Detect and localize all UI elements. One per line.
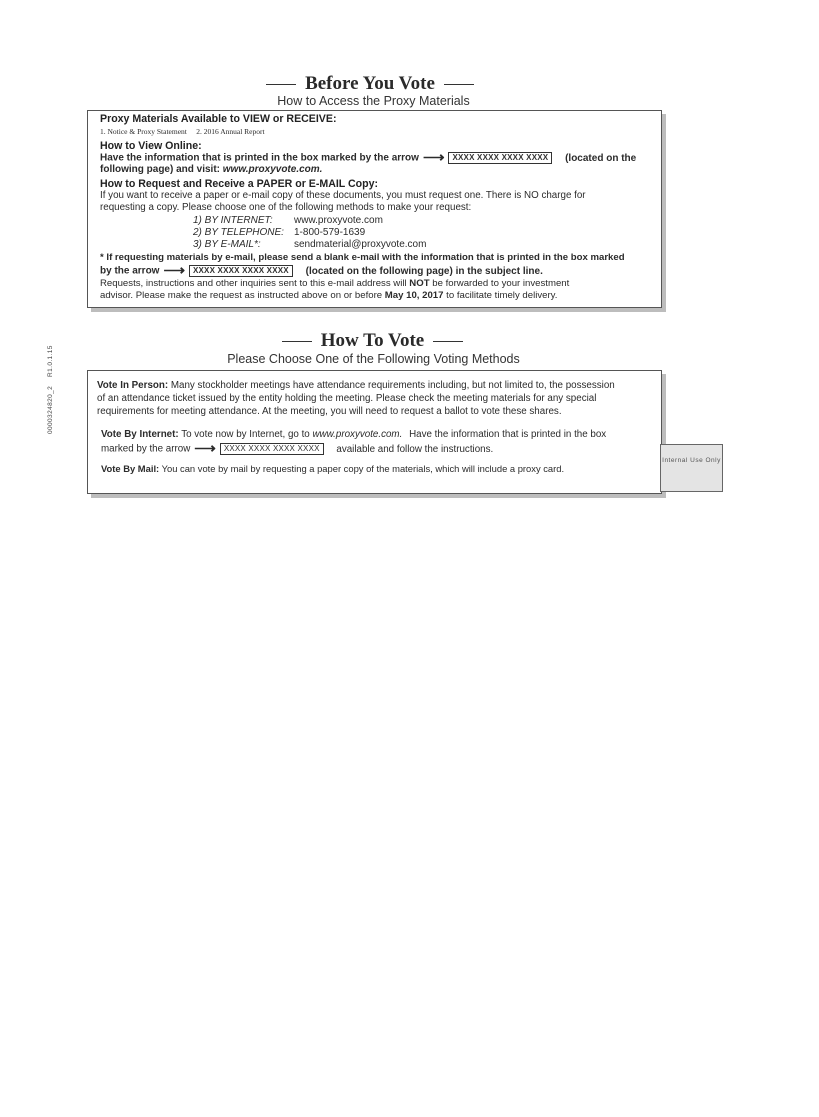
request-copy-heading: How to Request and Receive a PAPER or E-MAIL Copy:: [100, 178, 379, 190]
vote-in-person-line-3: requirements for meeting attendance. At the meeting, you will need to request a ballot to vote these shares.: [97, 406, 562, 417]
footer-text-1a: Requests, instructions and other inquiries sent to this e-mail address will: [100, 278, 407, 289]
control-number-box: XXXX XXXX XXXX XXXX: [448, 152, 552, 164]
control-number-box: XXXX XXXX XXXX XXXX: [220, 443, 324, 455]
view-online-heading: How to View Online:: [100, 140, 202, 152]
vote-proxyvote-link[interactable]: www.proxyvote.com.: [312, 429, 403, 440]
vote-in-person-line-2: of an attendance ticket issued by the entity holding the meeting. Please check the meeting materials for any special: [97, 393, 597, 404]
vote-in-person-text-1: Many stockholder meetings have attendance requirements including, but not limited to, the possession: [170, 380, 615, 391]
view-online-line-1: [100, 149, 637, 166]
email-note-line-2: [100, 262, 543, 279]
vote-by-internet-text-2b: available and follow the instructions.: [336, 443, 494, 455]
before-you-vote-subtitle: How to Access the Proxy Materials: [277, 94, 470, 108]
method-email-label: 3) BY E-MAIL*:: [193, 239, 261, 250]
method-email: [193, 239, 426, 251]
before-title-text: Before You Vote: [305, 73, 435, 94]
vote-by-internet-text-2a: marked by the arrow: [101, 443, 191, 455]
method-email-value[interactable]: sendmaterial@proxyvote.com: [294, 239, 427, 250]
method-internet: [193, 215, 383, 227]
footer-text-2c: to facilitate timely delivery.: [446, 290, 558, 301]
how-to-vote-subtitle: Please Choose One of the Following Voting Methods: [227, 352, 520, 366]
vote-by-internet-line-2: [101, 440, 494, 457]
method-telephone-label: 2) BY TELEPHONE:: [193, 227, 284, 238]
internal-use-box: Internal Use Only: [660, 444, 723, 492]
vote-by-internet-label: Vote By Internet:: [101, 429, 179, 440]
footer-not: NOT: [409, 278, 430, 289]
vote-by-internet-text-1a: To vote now by Internet, go to: [181, 429, 310, 440]
deadline-date: May 10, 2017: [384, 290, 444, 301]
arrow-icon: ⟶: [422, 149, 445, 166]
how-to-vote-title: [0, 330, 745, 352]
vote-by-internet-text-1c: Have the information that is printed in the box: [409, 429, 607, 440]
materials-list: 1. Notice & Proxy Statement 2. 2016 Annual Report: [100, 127, 265, 136]
email-note-text: by the arrow: [100, 265, 160, 277]
arrow-icon: ⟶: [194, 440, 216, 457]
footer-text-1c: be forwarded to your investment: [432, 278, 570, 289]
control-number-box: XXXX XXXX XXXX XXXX: [189, 265, 293, 277]
footer-text-2a: advisor. Please make the request as instructed above on or before: [100, 290, 383, 301]
method-internet-label: 1) BY INTERNET:: [193, 215, 273, 226]
proxyvote-link[interactable]: www.proxyvote.com.: [222, 164, 323, 175]
vote-in-person-line-1: [97, 380, 615, 392]
how-to-vote-title-text: How To Vote: [320, 330, 425, 351]
email-note-line-1: * If requesting materials by e-mail, please send a blank e-mail with the information that is printed in the box marked: [100, 252, 625, 263]
title-rule-left: [266, 84, 296, 85]
side-document-code: 0000324820_2 R1.0.1.15: [47, 345, 54, 434]
vote-in-person-label: Vote In Person:: [97, 380, 169, 391]
materials-available-heading: Proxy Materials Available to VIEW or RECEIVE:: [100, 113, 337, 125]
request-copy-line-1: If you want to receive a paper or e-mail copy of these documents, you must request one. There is NO charge for: [100, 190, 586, 201]
title-rule-right: [444, 84, 474, 85]
vote-by-mail-line: [101, 463, 564, 475]
method-internet-value[interactable]: www.proxyvote.com: [294, 215, 383, 226]
title-rule-right: [433, 341, 463, 342]
footer-line-1: [100, 278, 569, 290]
arrow-icon: ⟶: [163, 262, 185, 279]
footer-line-2: [100, 290, 557, 302]
method-telephone: [193, 227, 365, 239]
vote-by-mail-text: You can vote by mail by requesting a paper copy of the materials, which will include a proxy card.: [161, 463, 565, 474]
view-online-text-2: following page) and visit:: [100, 164, 220, 175]
request-copy-line-2: requesting a copy. Please choose one of the following methods to make your request:: [100, 202, 472, 213]
email-note-tail: (located on the following page) in the subject line.: [305, 265, 543, 277]
vote-by-mail-label: Vote By Mail:: [101, 463, 160, 474]
title-rule-left: [282, 341, 312, 342]
method-telephone-value: 1-800-579-1639: [294, 227, 366, 238]
view-online-text: Have the information that is printed in the box marked by the arrow: [100, 152, 419, 164]
before-you-vote-title: [0, 73, 740, 95]
vote-by-internet-line-1: [101, 429, 606, 441]
view-online-tail: (located on the: [565, 152, 637, 164]
view-online-line-2: [100, 164, 322, 176]
